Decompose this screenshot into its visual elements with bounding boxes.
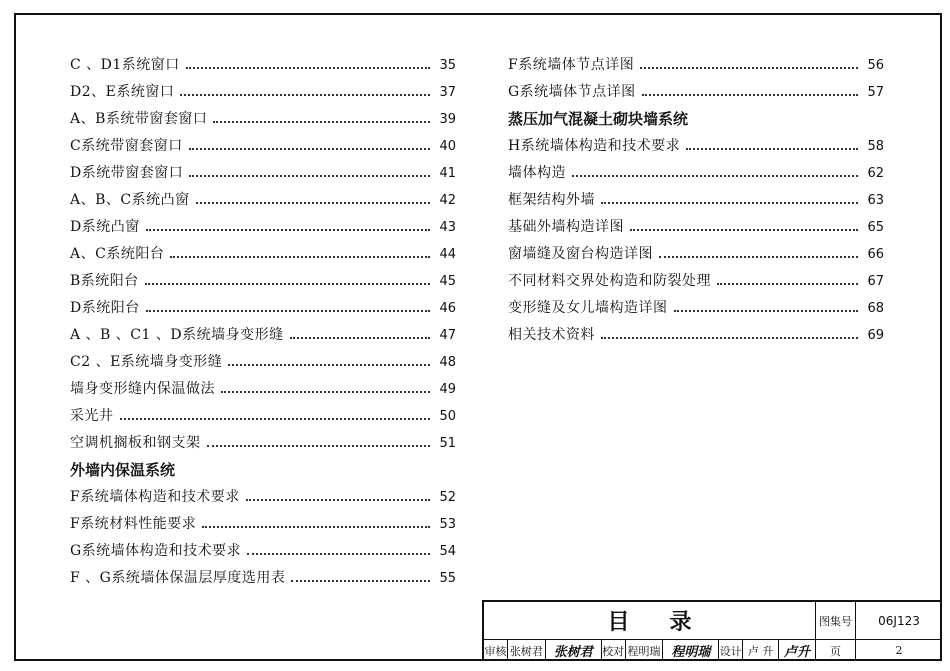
toc-section-heading: 外墙内保温系统 bbox=[70, 461, 176, 479]
signature-row bbox=[484, 640, 816, 661]
toc-entry-title: C系统带窗套窗口 bbox=[70, 138, 183, 154]
toc-entry-title: 空调机搁板和钢支架 bbox=[70, 435, 201, 451]
dot-leader bbox=[630, 229, 858, 231]
toc-entry-page: 47 bbox=[439, 328, 456, 343]
atlas-number-label: 图集号 bbox=[816, 602, 856, 640]
dot-leader bbox=[146, 229, 430, 231]
toc-entry[interactable] bbox=[70, 407, 456, 434]
toc-entry-title: 窗墙缝及窗台构造详图 bbox=[508, 246, 653, 262]
toc-entry-title: 不同材料交界处构造和防裂处理 bbox=[508, 273, 711, 289]
toc-entry-title: D2、E系统窗口 bbox=[70, 84, 175, 100]
toc-entry-title: G系统墙体构造和技术要求 bbox=[70, 543, 242, 559]
reviewer-name: 张树君 bbox=[508, 640, 546, 661]
toc-entry[interactable] bbox=[70, 56, 456, 83]
toc-entry-title: H系统墙体构造和技术要求 bbox=[508, 138, 681, 154]
toc-entry-title: A 、B 、C1 、D系统墙身变形缝 bbox=[70, 327, 284, 343]
toc-entry-page: 35 bbox=[439, 58, 456, 73]
toc-entry[interactable] bbox=[508, 191, 884, 218]
toc-entry-page: 52 bbox=[439, 490, 456, 505]
toc-entry-title: G系统墙体节点详图 bbox=[508, 84, 636, 100]
toc-entry-title: A、B、C系统凸窗 bbox=[70, 192, 190, 208]
dot-leader bbox=[247, 553, 430, 555]
toc-entry-title: 采光井 bbox=[70, 408, 114, 424]
dot-leader bbox=[290, 337, 430, 339]
toc-entry-title: A、B系统带窗套窗口 bbox=[70, 111, 208, 127]
toc-entry[interactable] bbox=[70, 83, 456, 110]
toc-entry-title: C 、D1系统窗口 bbox=[70, 57, 180, 73]
toc-entry[interactable] bbox=[508, 56, 884, 83]
toc-entry-page: 58 bbox=[867, 139, 884, 154]
dot-leader bbox=[207, 445, 431, 447]
toc-entry[interactable] bbox=[70, 272, 456, 299]
toc-entry[interactable] bbox=[508, 83, 884, 110]
toc-entry[interactable] bbox=[70, 353, 456, 380]
dot-leader bbox=[659, 256, 858, 258]
toc-entry-title: F系统材料性能要求 bbox=[70, 516, 197, 532]
toc-entry[interactable] bbox=[70, 515, 456, 542]
page-label: 页 bbox=[816, 640, 856, 661]
toc-entry-page: 53 bbox=[439, 517, 456, 532]
toc-entry-page: 67 bbox=[867, 274, 884, 289]
toc-entry-page: 54 bbox=[439, 544, 456, 559]
design-label: 设计 bbox=[719, 640, 743, 661]
toc-entry[interactable] bbox=[70, 542, 456, 569]
toc-entry-title: F系统墙体构造和技术要求 bbox=[70, 489, 240, 505]
review-label: 审核 bbox=[484, 640, 508, 661]
toc-entry-title: B系统阳台 bbox=[70, 273, 139, 289]
title-block bbox=[482, 600, 942, 661]
toc-right-column bbox=[508, 56, 884, 353]
check-label: 校对 bbox=[602, 640, 626, 661]
toc-entry-page: 69 bbox=[867, 328, 884, 343]
toc-entry-page: 43 bbox=[439, 220, 456, 235]
dot-leader bbox=[189, 175, 430, 177]
dot-leader bbox=[640, 67, 858, 69]
toc-entry-title: 相关技术资料 bbox=[508, 327, 595, 343]
toc-entry[interactable] bbox=[70, 299, 456, 326]
toc-entry-title: 框架结构外墙 bbox=[508, 192, 595, 208]
dot-leader bbox=[674, 310, 859, 312]
toc-entry-page: 50 bbox=[439, 409, 456, 424]
dot-leader bbox=[202, 526, 430, 528]
toc-entry[interactable] bbox=[70, 434, 456, 461]
toc-entry-title: D系统带窗套窗口 bbox=[70, 165, 184, 181]
dot-leader bbox=[120, 418, 431, 420]
toc-entry[interactable] bbox=[508, 245, 884, 272]
toc-entry-page: 40 bbox=[439, 139, 456, 154]
toc-entry[interactable] bbox=[70, 326, 456, 353]
dot-leader bbox=[186, 67, 430, 69]
toc-section-heading: 蒸压加气混凝土砌块墙系统 bbox=[508, 110, 689, 128]
toc-entry[interactable] bbox=[70, 488, 456, 515]
toc-entry-page: 55 bbox=[439, 571, 456, 586]
checker-name: 程明瑞 bbox=[626, 640, 664, 661]
dot-leader bbox=[170, 256, 430, 258]
toc-left-column bbox=[70, 56, 456, 596]
dot-leader bbox=[213, 121, 430, 123]
toc-entry[interactable] bbox=[70, 380, 456, 407]
dot-leader bbox=[196, 202, 430, 204]
dot-leader bbox=[572, 175, 858, 177]
dot-leader bbox=[717, 283, 858, 285]
dot-leader bbox=[146, 310, 430, 312]
toc-entry-title: 变形缝及女儿墙构造详图 bbox=[508, 300, 668, 316]
dot-leader bbox=[686, 148, 858, 150]
dot-leader bbox=[221, 391, 430, 393]
toc-entry-title: D系统凸窗 bbox=[70, 219, 140, 235]
toc-entry-page: 45 bbox=[439, 274, 456, 289]
toc-entry-page: 56 bbox=[867, 58, 884, 73]
toc-entry[interactable] bbox=[70, 137, 456, 164]
toc-entry-page: 66 bbox=[867, 247, 884, 262]
toc-entry-page: 62 bbox=[867, 166, 884, 181]
toc-entry[interactable] bbox=[70, 164, 456, 191]
dot-leader bbox=[180, 94, 430, 96]
dot-leader bbox=[642, 94, 858, 96]
checker-signature: 程明瑞 bbox=[663, 640, 719, 661]
toc-entry-page: 37 bbox=[439, 85, 456, 100]
toc-entry[interactable] bbox=[70, 569, 456, 596]
toc-entry[interactable] bbox=[508, 299, 884, 326]
toc-entry-page: 44 bbox=[439, 247, 456, 262]
designer-name: 卢 升 bbox=[743, 640, 779, 661]
toc-entry-page: 48 bbox=[439, 355, 456, 370]
toc-entry[interactable] bbox=[508, 218, 884, 245]
toc-entry[interactable] bbox=[508, 164, 884, 191]
toc-entry[interactable] bbox=[508, 137, 884, 164]
toc-entry-page: 42 bbox=[439, 193, 456, 208]
toc-entry-title: 墙身变形缝内保温做法 bbox=[70, 381, 215, 397]
toc-entry-title: F 、G系统墙体保温层厚度选用表 bbox=[70, 570, 286, 586]
reviewer-signature: 张树君 bbox=[546, 640, 602, 661]
title-block-title: 目录 bbox=[484, 602, 816, 640]
dot-leader bbox=[601, 337, 858, 339]
page-number: 2 bbox=[895, 644, 903, 657]
atlas-number-value: 06J123 bbox=[856, 602, 942, 640]
toc-entry[interactable] bbox=[70, 245, 456, 272]
toc-entry[interactable] bbox=[70, 218, 456, 245]
dot-leader bbox=[228, 364, 430, 366]
toc-entry-title: 墙体构造 bbox=[508, 165, 566, 181]
dot-leader bbox=[189, 148, 430, 150]
toc-entry-page: 49 bbox=[439, 382, 456, 397]
toc-entry-page: 63 bbox=[867, 193, 884, 208]
toc-entry-title: D系统阳台 bbox=[70, 300, 140, 316]
dot-leader bbox=[291, 580, 430, 582]
toc-entry[interactable] bbox=[70, 191, 456, 218]
dot-leader bbox=[145, 283, 430, 285]
toc-entry-page: 57 bbox=[867, 85, 884, 100]
toc-entry[interactable] bbox=[70, 110, 456, 137]
dot-leader bbox=[601, 202, 858, 204]
toc-entry-page: 46 bbox=[439, 301, 456, 316]
toc-entry-title: F系统墙体节点详图 bbox=[508, 57, 635, 73]
designer-signature: 卢升 bbox=[784, 645, 811, 660]
toc-entry-page: 39 bbox=[439, 112, 456, 127]
toc-entry[interactable] bbox=[508, 326, 884, 353]
toc-entry-title: A、C系统阳台 bbox=[70, 246, 165, 262]
toc-entry-page: 51 bbox=[439, 436, 456, 451]
toc-entry-title: 基础外墙构造详图 bbox=[508, 219, 624, 235]
dot-leader bbox=[246, 499, 430, 501]
toc-entry[interactable] bbox=[508, 272, 884, 299]
toc-entry-page: 41 bbox=[439, 166, 456, 181]
toc-entry-page: 68 bbox=[867, 301, 884, 316]
toc-entry-title: C2 、E系统墙身变形缝 bbox=[70, 354, 223, 370]
toc-entry-page: 65 bbox=[867, 220, 884, 235]
